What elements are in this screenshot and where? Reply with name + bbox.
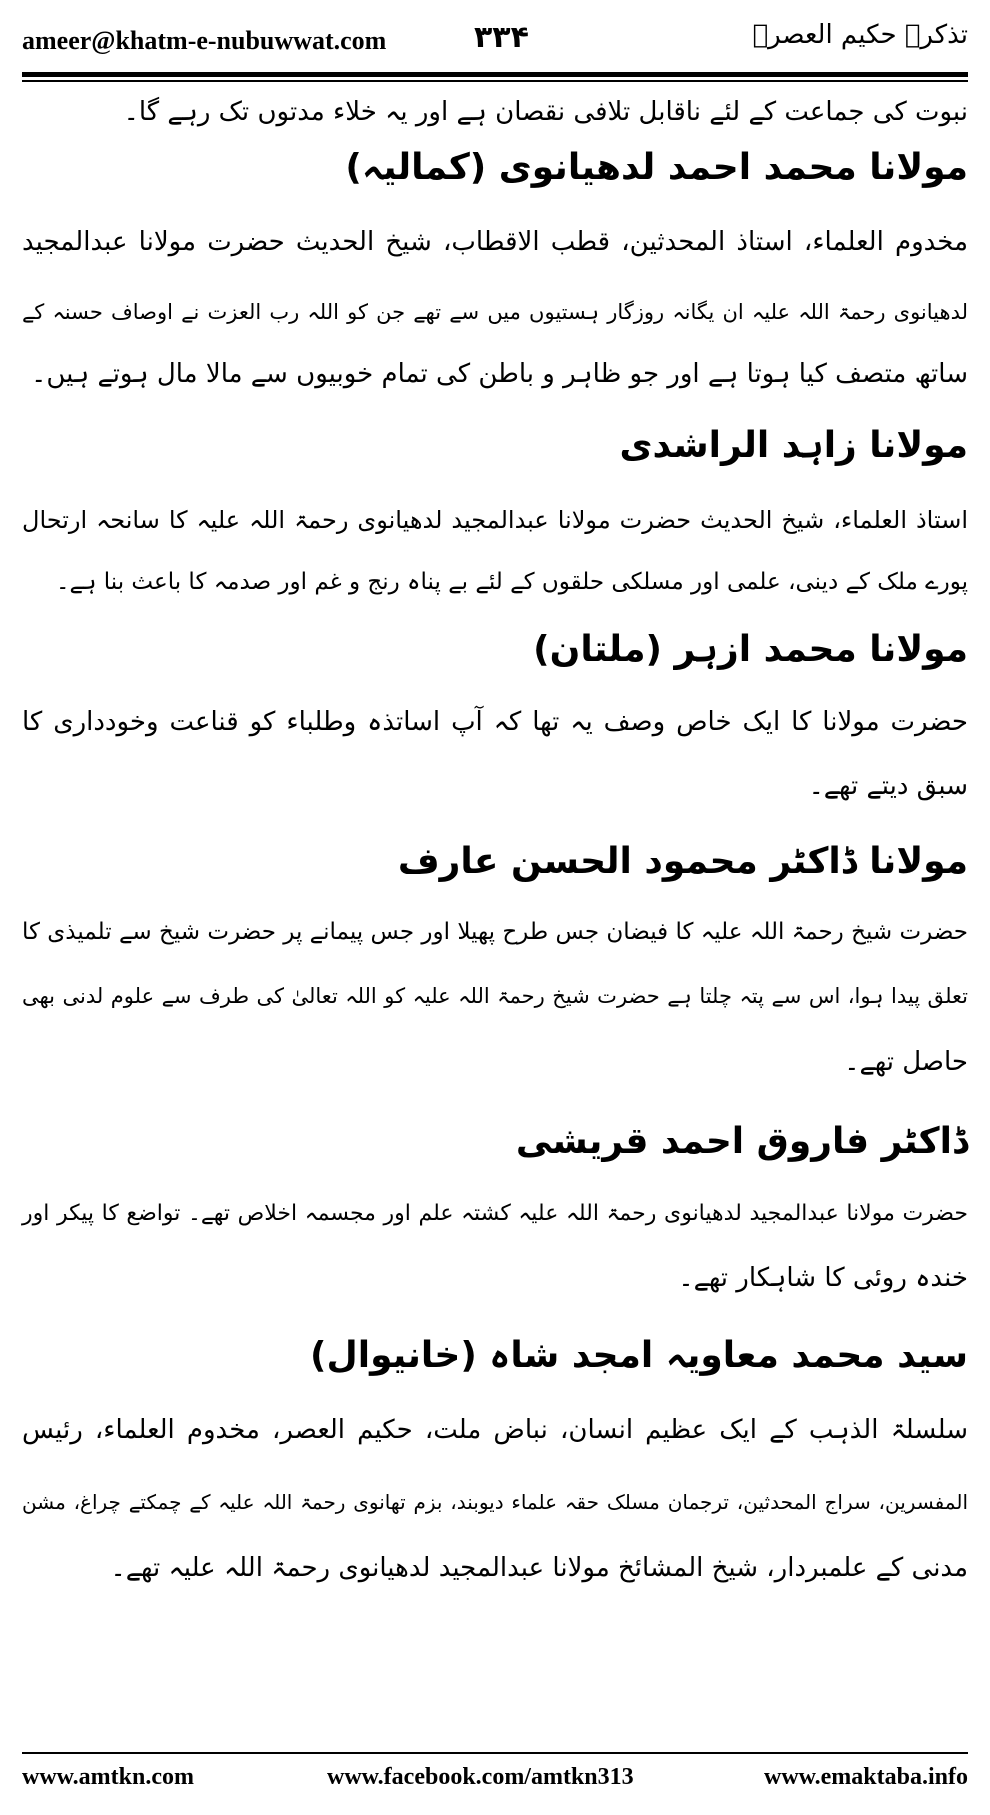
paragraph-line: حضرت مولانا عبدالمجید لدھیانوی رحمۃ اللہ علیہ کشتہ علم اور مجسمہ اخلاص تھے۔ تواضع کا پیکر اور [22,1201,968,1226]
section-heading: ڈاکٹر فاروق احمد قریشی [515,1121,968,1162]
page-number: ۳۳۴ [474,20,529,55]
page-footer [22,1764,968,1804]
paragraph-line: سلسلۃ الذہب کے ایک عظیم انسان، نباض ملت، حکیم العصر، مخدوم العلماء، رئیس [22,1415,968,1445]
section-heading: مولانا زاہد الراشدی [619,425,968,466]
paragraph-line: سبق دیتے تھے۔ [808,771,968,801]
paragraph-line: استاذ العلماء، شیخ الحدیث حضرت مولانا عبدالمجید لدھیانوی رحمۃ اللہ علیہ کا سانحہ ارتحال [22,506,968,534]
header-rule-thin [22,80,968,82]
footer-rule [22,1752,968,1754]
paragraph-line: مخدوم العلماء، استاذ المحدثین، قطب الاقطاب، شیخ الحدیث حضرت مولانا عبدالمجید [22,227,968,257]
section-heading: مولانا ڈاکٹر محمود الحسن عارف [397,841,968,882]
paragraph-line: ساتھ متصف کیا ہوتا ہے اور جو ظاہر و باطن کی تمام خوبیوں سے مالا مال ہوتے ہیں۔ [31,359,968,389]
section-heading: مولانا محمد احمد لدھیانوی (کمالیہ) [345,147,968,188]
footer-link-facebook[interactable]: www.facebook.com/amtkn313 [327,1764,634,1790]
footer-link-emaktaba[interactable]: www.emaktaba.info [763,1764,968,1790]
header-rule-thick [22,72,968,77]
section-heading: سید محمد معاویہ امجد شاہ (خانیوال) [310,1335,968,1376]
paragraph-line: حاصل تھے۔ [844,1047,968,1077]
page-header [22,18,968,68]
paragraph-line: لدھیانوی رحمۃ اللہ علیہ ان یگانہ روزگار ہستیوں میں سے تھے جن کو اللہ رب العزت نے اوصاف حسنہ کے [22,300,968,324]
paragraph-line: نبوت کی جماعت کے لئے ناقابل تلافی نقصان ہے اور یہ خلاء مدتوں تک رہے گا۔ [123,97,968,127]
footer-link-amtkn[interactable]: www.amtkn.com [22,1764,194,1790]
paragraph-line: المفسرین، سراج المحدثین، ترجمان مسلک حقہ علماء دیوبند، بزم تھانوی رحمۃ اللہ علیہ کے چمکتے چراغ، مشن [22,1490,968,1514]
header-email[interactable]: ameer@khatm-e-nubuwwat.com [22,26,387,55]
paragraph-line: پورے ملک کے دینی، علمی اور مسلکی حلقوں کے لئے بے پناہ رنج و غم اور صدمہ کا باعث بنا ہے۔ [56,569,968,595]
paragraph-line: حضرت مولانا کا ایک خاص وصف یہ تھا کہ آپ اساتذہ وطلباء کو قناعت وخودداری کا [22,707,968,737]
paragraph-line: حضرت شیخ رحمۃ اللہ علیہ کا فیضان جس طرح پھیلا اور جس پیمانے پر حضرت شیخ سے تلمیذی کا [22,919,968,945]
paragraph-line: خندہ روئی کا شاہکار تھے۔ [678,1263,968,1293]
book-title: تذکرہ حکیم العصرؒ [752,20,968,50]
section-heading: مولانا محمد ازہر (ملتان) [533,629,968,670]
paragraph-line: تعلق پیدا ہوا، اس سے پتہ چلتا ہے حضرت شیخ رحمۃ اللہ علیہ کو اللہ تعالیٰ کی طرف سے علوم لدنی بھی [22,984,968,1008]
paragraph-line: مدنی کے علمبردار، شیخ المشائخ مولانا عبدالمجید لدھیانوی رحمۃ اللہ علیہ تھے۔ [110,1553,968,1583]
